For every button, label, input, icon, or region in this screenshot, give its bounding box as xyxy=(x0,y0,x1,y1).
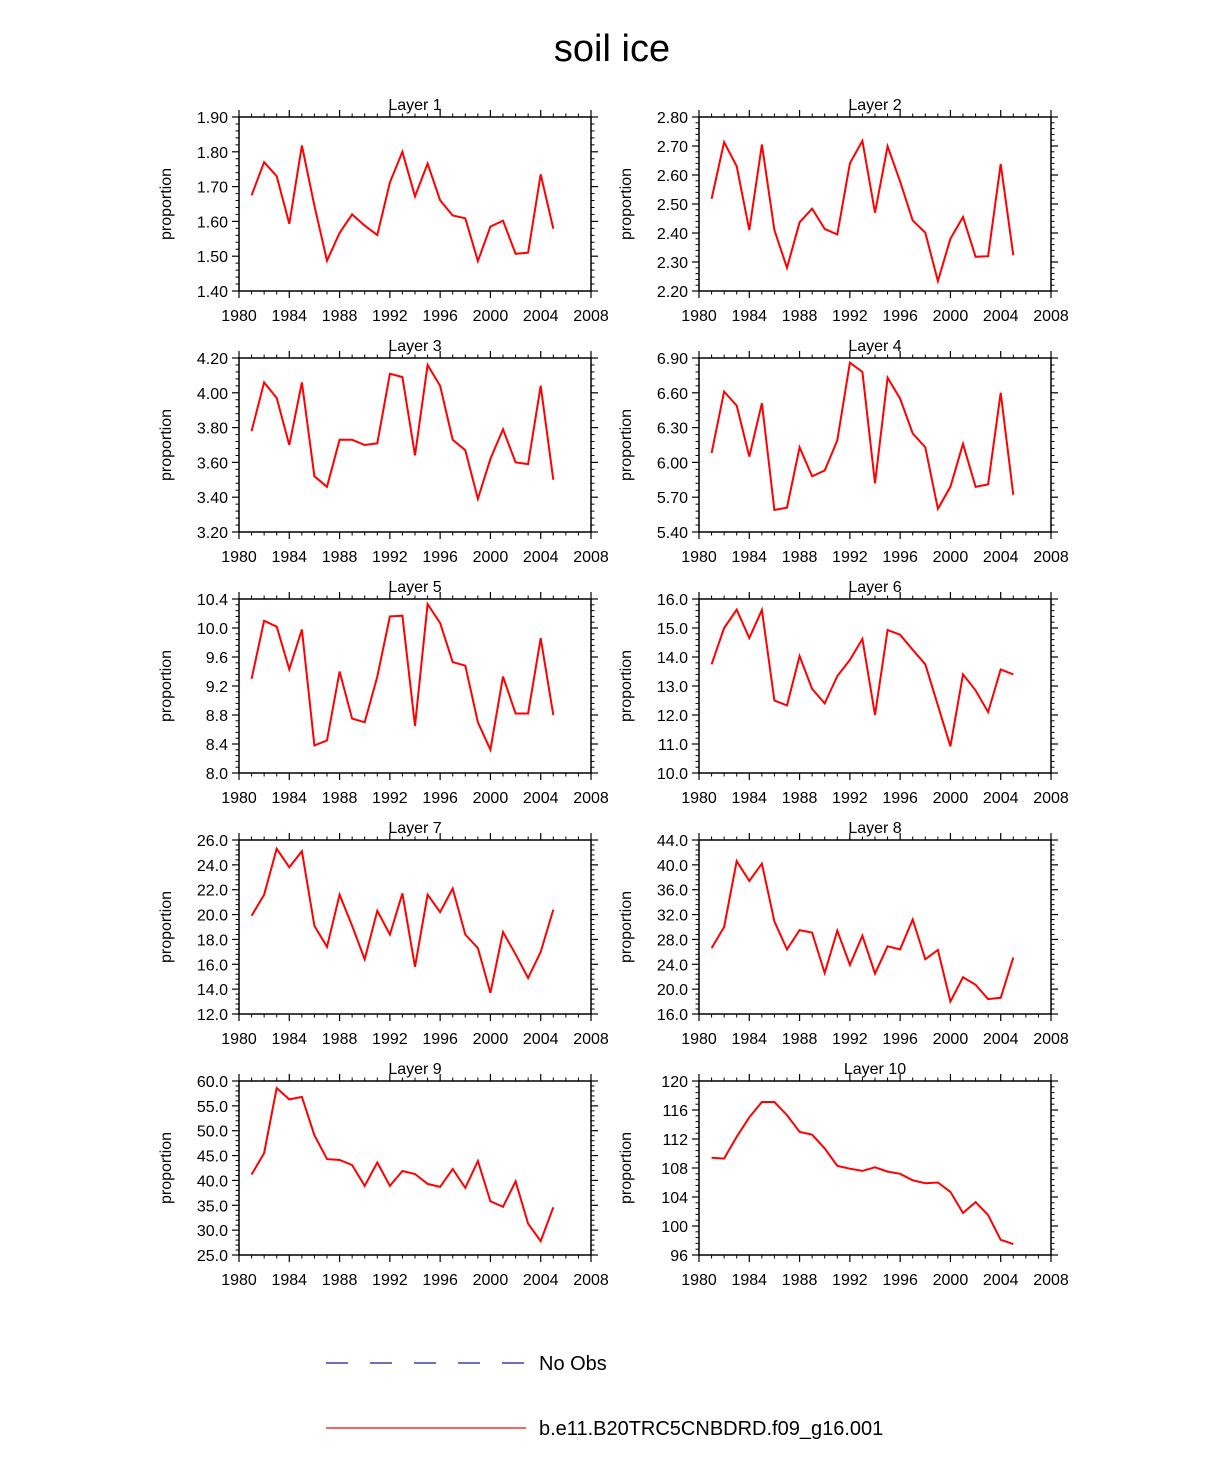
y-axis-label: proportion xyxy=(158,167,175,241)
y-tick-label: 26.0 xyxy=(196,833,228,850)
y-tick-label: 24.0 xyxy=(656,957,688,975)
y-tick-label: 22.0 xyxy=(196,882,228,900)
chart-panel xyxy=(158,820,609,1048)
x-tick-label: 2000 xyxy=(932,1031,969,1048)
x-tick-label: 1980 xyxy=(681,790,717,807)
x-tick-label: 2000 xyxy=(472,549,509,566)
y-axis-label: proportion xyxy=(618,1131,635,1205)
panel-title: Layer 9 xyxy=(388,1061,442,1078)
chart-panel xyxy=(618,1061,1069,1289)
y-tick-label: 3.80 xyxy=(196,420,228,438)
x-tick-label: 1996 xyxy=(882,549,918,566)
y-tick-label: 1.40 xyxy=(196,284,228,301)
y-tick-label: 6.30 xyxy=(656,420,688,438)
y-tick-label: 45.0 xyxy=(196,1148,228,1166)
plot-frame xyxy=(239,599,591,773)
y-tick-label: 16.0 xyxy=(656,1007,688,1024)
x-tick-label: 1992 xyxy=(372,308,408,325)
y-tick-label: 1.60 xyxy=(196,214,228,232)
y-tick-label: 116 xyxy=(662,1103,688,1120)
x-tick-label: 1992 xyxy=(832,549,868,566)
x-tick-label: 1980 xyxy=(681,1031,717,1048)
y-tick-label: 15.0 xyxy=(656,621,688,638)
panels xyxy=(158,97,1069,1289)
y-tick-label: 30.0 xyxy=(196,1223,228,1241)
x-tick-label: 2008 xyxy=(1033,549,1069,566)
panel-title: Layer 2 xyxy=(848,97,902,114)
y-tick-label: 24.0 xyxy=(196,857,228,875)
series-line xyxy=(712,610,1014,747)
x-tick-label: 2004 xyxy=(982,1031,1019,1048)
series-line xyxy=(252,1088,554,1241)
x-tick-label: 1992 xyxy=(832,790,868,807)
y-tick-label: 4.00 xyxy=(196,385,228,403)
y-tick-label: 50.0 xyxy=(196,1123,228,1141)
y-tick-label: 1.90 xyxy=(196,110,228,127)
y-tick-label: 9.6 xyxy=(205,650,228,667)
y-tick-label: 40.0 xyxy=(196,1173,228,1191)
x-tick-label: 2008 xyxy=(1033,1272,1069,1289)
x-tick-label: 1988 xyxy=(781,1272,818,1289)
plot-frame xyxy=(239,840,591,1014)
x-tick-label: 1992 xyxy=(372,549,408,566)
y-tick-label: 9.2 xyxy=(205,679,228,696)
x-tick-label: 1980 xyxy=(681,549,717,566)
panel-title: Layer 4 xyxy=(848,338,902,355)
x-tick-label: 1992 xyxy=(832,1031,868,1048)
y-tick-label: 2.50 xyxy=(656,197,688,214)
chart-panel xyxy=(618,338,1069,566)
x-tick-label: 1984 xyxy=(271,308,308,325)
y-tick-label: 96 xyxy=(670,1248,688,1265)
plot-frame xyxy=(699,117,1051,291)
x-tick-label: 2000 xyxy=(932,790,969,807)
y-tick-label: 6.00 xyxy=(656,455,688,473)
x-tick-label: 2008 xyxy=(573,1272,609,1289)
x-tick-label: 1996 xyxy=(882,1031,918,1048)
x-tick-label: 1988 xyxy=(781,1031,818,1048)
y-tick-label: 60.0 xyxy=(196,1074,228,1091)
x-tick-label: 1996 xyxy=(422,308,458,325)
x-tick-label: 2000 xyxy=(932,549,969,566)
y-tick-label: 16.0 xyxy=(196,957,228,975)
x-tick-label: 1996 xyxy=(422,1272,458,1289)
x-tick-label: 2000 xyxy=(472,308,509,325)
x-tick-label: 1992 xyxy=(832,308,868,325)
x-tick-label: 1984 xyxy=(731,308,768,325)
series-line xyxy=(712,141,1014,281)
x-tick-label: 1992 xyxy=(372,790,408,807)
series-line xyxy=(252,604,554,750)
x-tick-label: 1980 xyxy=(221,1031,257,1048)
y-tick-label: 2.30 xyxy=(656,255,688,272)
legend-label: No Obs xyxy=(539,1353,607,1375)
x-tick-label: 1980 xyxy=(221,1272,257,1289)
series-line xyxy=(252,849,554,993)
x-tick-label: 1984 xyxy=(731,790,768,807)
y-tick-label: 35.0 xyxy=(196,1198,228,1216)
y-tick-label: 10.4 xyxy=(196,592,228,609)
y-axis-label: proportion xyxy=(618,408,635,482)
plot-frame xyxy=(239,1081,591,1255)
chart-panel xyxy=(158,97,609,325)
y-tick-label: 44.0 xyxy=(656,833,688,850)
x-tick-label: 2008 xyxy=(1033,790,1069,807)
y-tick-label: 11.0 xyxy=(658,737,688,754)
y-tick-label: 2.40 xyxy=(656,226,688,243)
x-tick-label: 2004 xyxy=(522,1031,559,1048)
y-tick-label: 6.90 xyxy=(656,351,688,368)
chart-panel xyxy=(618,579,1069,807)
x-tick-label: 2004 xyxy=(982,1272,1019,1289)
x-tick-label: 2004 xyxy=(522,1272,559,1289)
y-tick-label: 16.0 xyxy=(656,592,688,609)
x-tick-label: 1980 xyxy=(221,308,257,325)
series-line xyxy=(712,363,1014,510)
x-tick-label: 1984 xyxy=(271,1272,308,1289)
y-tick-label: 4.20 xyxy=(196,351,228,368)
plot-frame xyxy=(699,840,1051,1014)
x-tick-label: 2004 xyxy=(982,308,1019,325)
legend xyxy=(326,1353,883,1440)
y-axis-label: proportion xyxy=(618,890,635,964)
x-tick-label: 1984 xyxy=(271,790,308,807)
panel-title: Layer 7 xyxy=(388,820,442,837)
y-tick-label: 10.0 xyxy=(656,766,688,783)
y-tick-label: 12.0 xyxy=(656,708,688,725)
x-tick-label: 2004 xyxy=(982,549,1019,566)
x-tick-label: 1984 xyxy=(731,549,768,566)
x-tick-label: 2008 xyxy=(573,308,609,325)
y-tick-label: 5.70 xyxy=(656,490,688,508)
x-tick-label: 2008 xyxy=(573,790,609,807)
x-tick-label: 2008 xyxy=(573,1031,609,1048)
panel-title: Layer 6 xyxy=(848,579,902,596)
y-tick-label: 120 xyxy=(661,1074,688,1091)
x-tick-label: 2000 xyxy=(472,790,509,807)
y-tick-label: 100 xyxy=(661,1219,688,1236)
panel-title: Layer 8 xyxy=(848,820,902,837)
panel-title: Layer 10 xyxy=(843,1061,907,1078)
legend-label: b.e11.B20TRC5CNBDRD.f09_g16.001 xyxy=(539,1418,884,1440)
x-tick-label: 1988 xyxy=(321,1031,358,1048)
panel-title: Layer 5 xyxy=(388,579,442,596)
x-tick-label: 1984 xyxy=(271,1031,308,1048)
y-tick-label: 1.70 xyxy=(196,179,228,197)
x-tick-label: 2004 xyxy=(982,790,1019,807)
y-tick-label: 12.0 xyxy=(196,1007,228,1024)
x-tick-label: 1988 xyxy=(321,549,358,566)
y-tick-label: 14.0 xyxy=(196,982,228,1000)
x-tick-label: 1988 xyxy=(321,1272,358,1289)
x-tick-label: 2000 xyxy=(472,1272,509,1289)
x-tick-label: 1996 xyxy=(422,1031,458,1048)
y-axis-label: proportion xyxy=(158,890,175,964)
x-tick-label: 2008 xyxy=(1033,308,1069,325)
chart-panel xyxy=(618,820,1069,1048)
y-tick-label: 104 xyxy=(661,1190,688,1207)
y-tick-label: 6.60 xyxy=(656,385,688,403)
y-tick-label: 3.60 xyxy=(196,455,228,473)
y-tick-label: 32.0 xyxy=(656,907,688,925)
x-tick-label: 1988 xyxy=(781,790,818,807)
y-tick-label: 18.0 xyxy=(196,932,228,950)
y-tick-label: 40.0 xyxy=(656,857,688,875)
y-tick-label: 3.20 xyxy=(196,525,228,542)
x-tick-label: 1980 xyxy=(221,790,257,807)
y-tick-label: 2.70 xyxy=(656,139,688,156)
x-tick-label: 2000 xyxy=(932,308,969,325)
y-tick-label: 2.20 xyxy=(656,284,688,301)
x-tick-label: 1996 xyxy=(882,790,918,807)
y-tick-label: 28.0 xyxy=(656,932,688,950)
x-tick-label: 1988 xyxy=(781,549,818,566)
x-tick-label: 1988 xyxy=(781,308,818,325)
x-tick-label: 1980 xyxy=(681,308,717,325)
series-line xyxy=(252,146,554,262)
panel-title: Layer 3 xyxy=(388,338,442,355)
x-tick-label: 2004 xyxy=(522,790,559,807)
y-tick-label: 1.50 xyxy=(196,249,228,267)
y-tick-label: 20.0 xyxy=(656,982,688,1000)
y-axis-label: proportion xyxy=(158,649,175,723)
y-tick-label: 5.40 xyxy=(656,525,688,542)
series-line xyxy=(252,365,554,499)
y-tick-label: 20.0 xyxy=(196,907,228,925)
x-tick-label: 2000 xyxy=(472,1031,509,1048)
x-tick-label: 1996 xyxy=(422,790,458,807)
x-tick-label: 1996 xyxy=(882,1272,918,1289)
chart-title: soil ice xyxy=(553,28,671,70)
x-tick-label: 2008 xyxy=(1033,1031,1069,1048)
y-tick-label: 112 xyxy=(662,1132,688,1149)
plot-frame xyxy=(239,358,591,532)
y-tick-label: 2.60 xyxy=(656,168,688,185)
x-tick-label: 1992 xyxy=(372,1031,408,1048)
y-tick-label: 13.0 xyxy=(656,679,688,696)
y-tick-label: 8.4 xyxy=(205,737,228,754)
x-tick-label: 2008 xyxy=(573,549,609,566)
panel-title: Layer 1 xyxy=(388,97,442,114)
chart-panel xyxy=(618,97,1069,325)
y-tick-label: 2.80 xyxy=(656,110,688,127)
y-tick-label: 8.8 xyxy=(205,708,228,725)
series-line xyxy=(712,861,1014,1002)
series-line xyxy=(712,1102,1014,1244)
x-tick-label: 1992 xyxy=(832,1272,868,1289)
y-tick-label: 8.0 xyxy=(205,766,228,783)
x-tick-label: 1984 xyxy=(731,1272,768,1289)
x-tick-label: 2004 xyxy=(522,308,559,325)
x-tick-label: 1996 xyxy=(422,549,458,566)
chart-panel xyxy=(158,1061,609,1289)
y-tick-label: 25.0 xyxy=(196,1248,228,1265)
x-tick-label: 1988 xyxy=(321,308,358,325)
x-tick-label: 1984 xyxy=(731,1031,768,1048)
y-tick-label: 1.80 xyxy=(196,144,228,162)
x-tick-label: 2004 xyxy=(522,549,559,566)
y-tick-label: 3.40 xyxy=(196,490,228,508)
y-axis-label: proportion xyxy=(618,167,635,241)
y-axis-label: proportion xyxy=(158,408,175,482)
y-tick-label: 55.0 xyxy=(196,1098,228,1116)
y-tick-label: 36.0 xyxy=(656,882,688,900)
x-tick-label: 2000 xyxy=(932,1272,969,1289)
x-tick-label: 1992 xyxy=(372,1272,408,1289)
x-tick-label: 1980 xyxy=(681,1272,717,1289)
y-axis-label: proportion xyxy=(618,649,635,723)
y-axis-label: proportion xyxy=(158,1131,175,1205)
chart-panel xyxy=(158,579,609,807)
x-tick-label: 1980 xyxy=(221,549,257,566)
y-tick-label: 10.0 xyxy=(196,621,228,638)
y-tick-label: 14.0 xyxy=(656,650,688,667)
plot-frame xyxy=(699,599,1051,773)
x-tick-label: 1988 xyxy=(321,790,358,807)
chart-panel xyxy=(158,338,609,566)
x-tick-label: 1996 xyxy=(882,308,918,325)
x-tick-label: 1984 xyxy=(271,549,308,566)
y-tick-label: 108 xyxy=(661,1161,688,1178)
